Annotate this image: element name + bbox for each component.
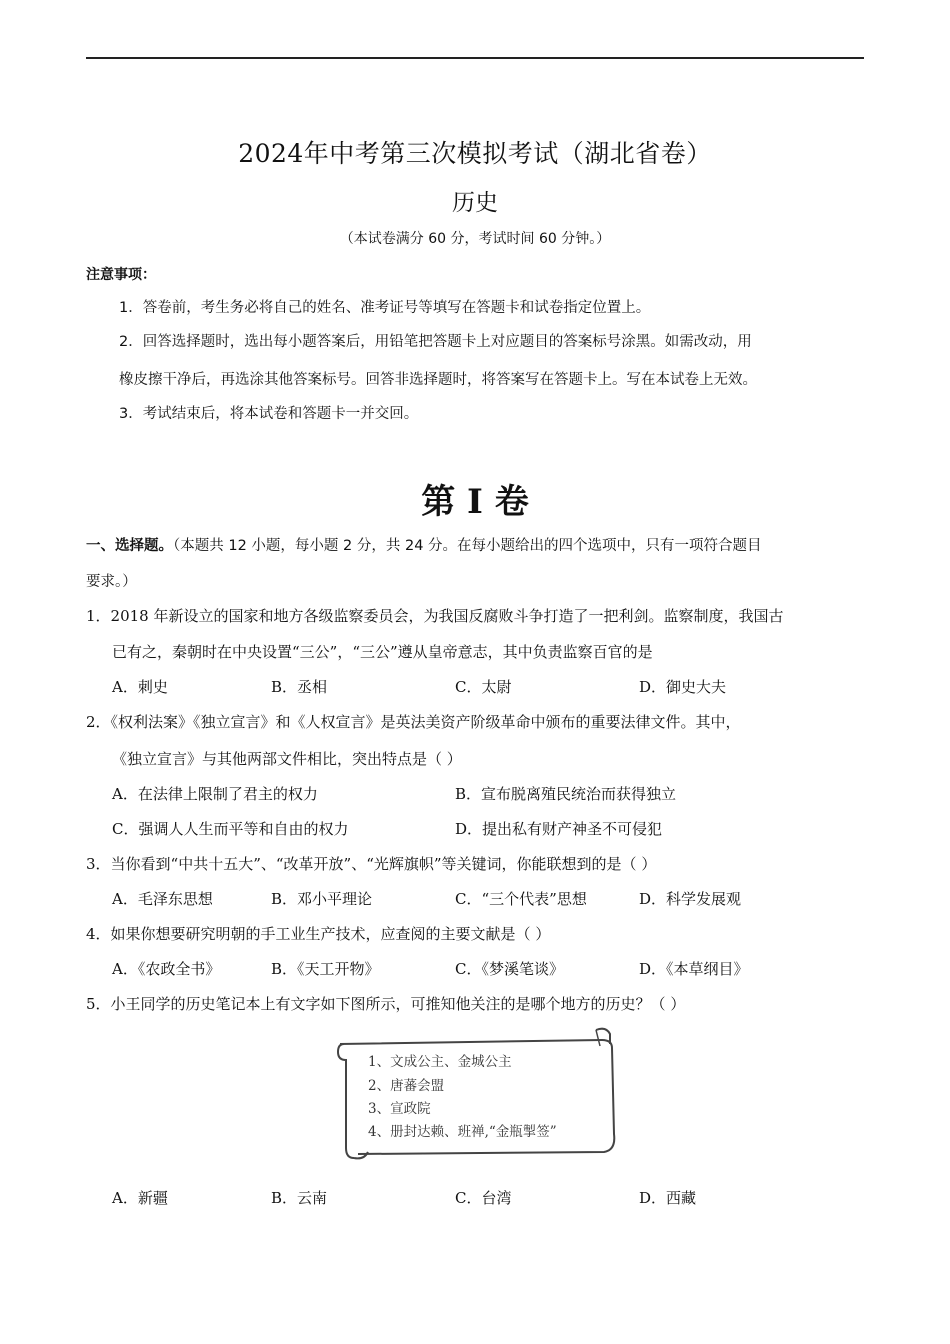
exam-title: 2024年中考第三次模拟考试（湖北省卷） <box>238 139 712 168</box>
question-4-option-c: C．《梦溪笔谈》 <box>455 960 564 978</box>
question-2-option-b: B．宣布脱离殖民统治而获得独立 <box>455 785 677 803</box>
exam-info: （本试卷满分 60 分，考试时间 60 分钟。） <box>339 231 611 247</box>
question-2-option-a: A．在法律上限制了君主的权力 <box>112 785 318 803</box>
question-1-stem-b: 已有之，秦朝时在中央设置“三公”，“三公”遵从皇帝意志，其中负责监察百官的是 <box>112 643 653 661</box>
notice-item-1: 1．答卷前，考生务必将自己的姓名、准考证号等填写在答题卡和试卷指定位置上。 <box>119 300 651 316</box>
exam-subject: 历史 <box>452 190 498 216</box>
question-4-option-d: D．《本草纲目》 <box>639 960 749 978</box>
header-rule <box>86 57 864 59</box>
question-5-option-a: A．新疆 <box>112 1189 168 1207</box>
question-4-option-a: A．《农政全书》 <box>112 960 221 978</box>
question-3-option-b: B．邓小平理论 <box>271 890 373 908</box>
question-4-stem: 4．如果你想要研究明朝的手工业生产技术，应查阅的主要文献是（ ） <box>86 925 551 943</box>
question-1-option-a: A．刺史 <box>112 678 168 696</box>
section-heading <box>86 534 762 555</box>
scroll-line-2: 2、唐蕃会盟 <box>368 1078 445 1094</box>
question-1-option-b: B．丞相 <box>271 678 328 696</box>
notice-item-2a: 2．回答选择题时，选出每小题答案后，用铅笔把答题卡上对应题目的答案标号涂黑。如需改动，用 <box>119 334 752 350</box>
scroll-line-1: 1、文成公主、金城公主 <box>368 1054 512 1070</box>
section-desc-a: （本题共 12 小题，每小题 2 分，共 24 分。在每小题给出的四个选项中，只有一项符合题目 <box>173 538 762 554</box>
question-3-stem: 3．当你看到“中共十五大”、“改革开放”、“光辉旗帜”等关键词，你能联想到的是（ ） <box>86 855 657 873</box>
question-1-option-c: C．太尉 <box>455 678 512 696</box>
question-2-option-d: D．提出私有财产神圣不可侵犯 <box>455 820 663 838</box>
question-3-option-a: A．毛泽东思想 <box>112 890 213 908</box>
question-2-option-c: C．强调人人生而平等和自由的权力 <box>112 820 349 838</box>
notice-item-3: 3．考试结束后，将本试卷和答题卡一并交回。 <box>119 406 419 422</box>
question-4-option-b: B．《天工开物》 <box>271 960 380 978</box>
section-label: 一、选择题。 <box>86 538 173 554</box>
question-2-stem-b: 《独立宣言》与其他两部文件相比，突出特点是（ ） <box>112 750 462 768</box>
question-3-option-d: D．科学发展观 <box>639 890 742 908</box>
question-1-stem-a: 1．2018 年新设立的国家和地方各级监察委员会，为我国反腐败斗争打造了一把利剑。监察制度，我国古 <box>86 607 784 625</box>
scroll-line-3: 3、宣政院 <box>368 1101 431 1117</box>
notebook-scroll-image <box>334 1024 618 1162</box>
question-1-option-d: D．御史大夫 <box>639 678 727 696</box>
question-5-stem: 5．小王同学的历史笔记本上有文字如下图所示，可推知他关注的是哪个地方的历史？（ ） <box>86 995 686 1013</box>
volume-title: 第 I 卷 <box>421 482 529 522</box>
notice-heading: 注意事项： <box>86 267 156 283</box>
question-2-stem-a: 2．《权利法案》《独立宣言》和《人权宣言》是英法美资产阶级革命中颁布的重要法律文件。其中， <box>86 713 741 731</box>
scroll-line-4: 4、册封达赖、班禅,“金瓶掣签” <box>368 1124 557 1140</box>
question-5-option-b: B．云南 <box>271 1189 328 1207</box>
notice-item-2b: 橡皮擦干净后，再选涂其他答案标号。回答非选择题时，将答案写在答题卡上。写在本试卷上无效。 <box>119 372 757 388</box>
section-desc-b: 要求。） <box>86 574 137 590</box>
question-3-option-c: C．“三个代表”思想 <box>455 890 587 908</box>
question-5-option-c: C．台湾 <box>455 1189 512 1207</box>
question-5-option-d: D．西藏 <box>639 1189 697 1207</box>
